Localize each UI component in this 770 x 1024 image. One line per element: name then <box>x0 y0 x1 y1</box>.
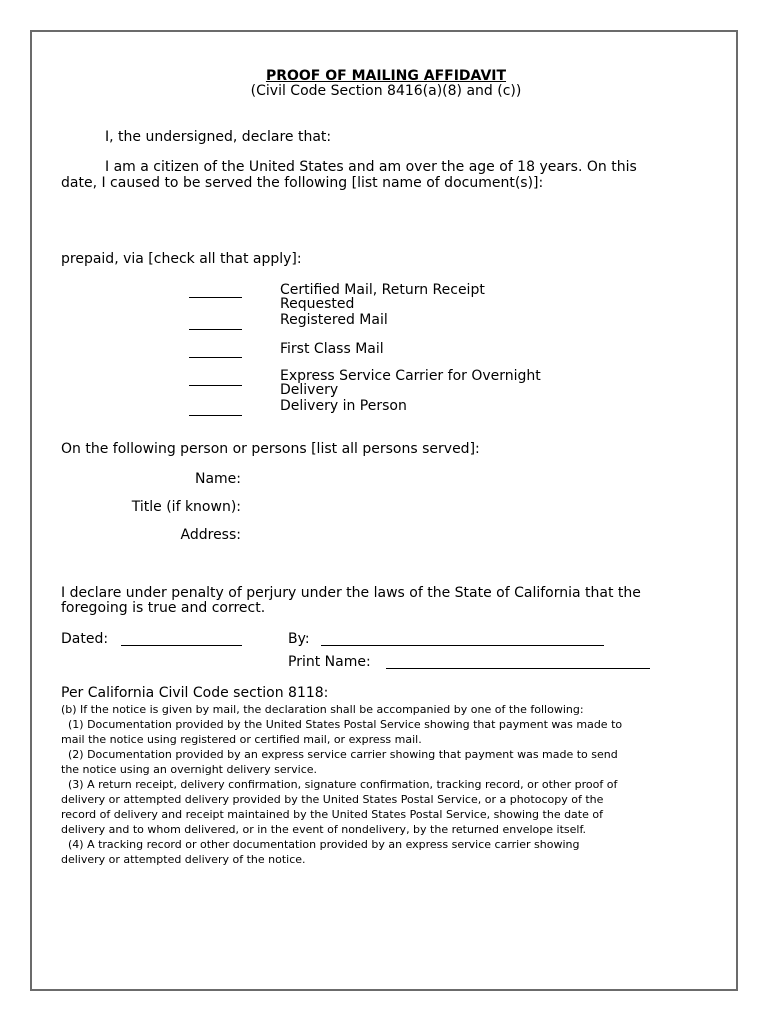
by-label: By: <box>288 631 310 647</box>
print-name-label: Print Name: <box>288 654 371 670</box>
signature-line[interactable] <box>321 645 604 646</box>
print-name-line[interactable] <box>386 668 650 669</box>
statute-line: (1) Documentation provided by the United States Postal Service showing that payment was made to <box>61 718 623 731</box>
declare-intro: I, the undersigned, declare that: <box>105 129 332 145</box>
statute-line: the notice using an overnight delivery service. <box>61 763 318 776</box>
option-first-class-line1: First Class Mail <box>280 341 384 357</box>
footer-heading: Per California Civil Code section 8118: <box>61 685 329 701</box>
option-certified-line1: Certified Mail, Return Receipt <box>280 282 485 298</box>
statute-line: mail the notice using registered or certified mail, or express mail. <box>61 733 422 746</box>
checkbox-blank-registered[interactable] <box>189 329 242 330</box>
option-registered-line1: Registered Mail <box>280 312 388 328</box>
option-registered-mail <box>280 313 580 327</box>
statute-line: delivery and to whom delivered, or in the event of nondelivery, by the returned envelope itself. <box>61 823 587 836</box>
statute-line: delivery or attempted delivery provided by the United States Postal Service, or a photocopy of the <box>61 793 604 806</box>
address-label: Address: <box>180 527 241 543</box>
document-subtitle: (Civil Code Section 8416(a)(8) and (c)) <box>250 83 522 99</box>
document-page <box>30 30 738 991</box>
option-certified-mail <box>280 283 580 311</box>
statute-line: (b) If the notice is given by mail, the declaration shall be accompanied by one of the following: <box>61 703 584 716</box>
declaration-line1: I declare under penalty of perjury under the laws of the State of California that the <box>61 585 641 601</box>
document-title: PROOF OF MAILING AFFIDAVIT <box>265 68 507 84</box>
checkbox-blank-in-person[interactable] <box>189 415 242 416</box>
option-express-line1: Express Service Carrier for Overnight <box>280 368 541 384</box>
checkbox-blank-express[interactable] <box>189 385 242 386</box>
checkbox-blank-certified[interactable] <box>189 297 242 298</box>
checkbox-blank-first-class[interactable] <box>189 357 242 358</box>
title-label: Title (if known): <box>131 499 241 515</box>
option-in-person-line1: Delivery in Person <box>280 398 407 414</box>
dated-label: Dated: <box>61 631 109 647</box>
statute-line: (4) A tracking record or other documentation provided by an express service carrier showing <box>61 838 580 851</box>
citizen-statement-line2: date, I caused to be served the following [list name of document(s)]: <box>61 175 544 191</box>
declaration-line2: foregoing is true and correct. <box>61 600 266 616</box>
dated-line[interactable] <box>121 645 242 646</box>
option-express-line2: Delivery <box>280 382 339 398</box>
citizen-statement-line1: I am a citizen of the United States and am over the age of 18 years. On this <box>105 159 637 175</box>
prepaid-label: prepaid, via [check all that apply]: <box>61 251 302 267</box>
statute-line: (2) Documentation provided by an express service carrier showing that payment was made to send <box>61 748 618 761</box>
name-label: Name: <box>194 471 241 487</box>
option-express-carrier <box>280 369 580 397</box>
statute-line: (3) A return receipt, delivery confirmation, signature confirmation, tracking record, or other proof of <box>61 778 618 791</box>
option-delivery-in-person <box>280 399 580 413</box>
footer-statute-text <box>61 702 622 867</box>
statute-line: delivery or attempted delivery of the notice. <box>61 853 306 866</box>
persons-heading: On the following person or persons [list all persons served]: <box>61 441 480 457</box>
option-certified-line2: Requested <box>280 296 355 312</box>
statute-line: record of delivery and receipt maintained by the United States Postal Service, showing the date of <box>61 808 603 821</box>
option-first-class-mail <box>280 342 580 356</box>
